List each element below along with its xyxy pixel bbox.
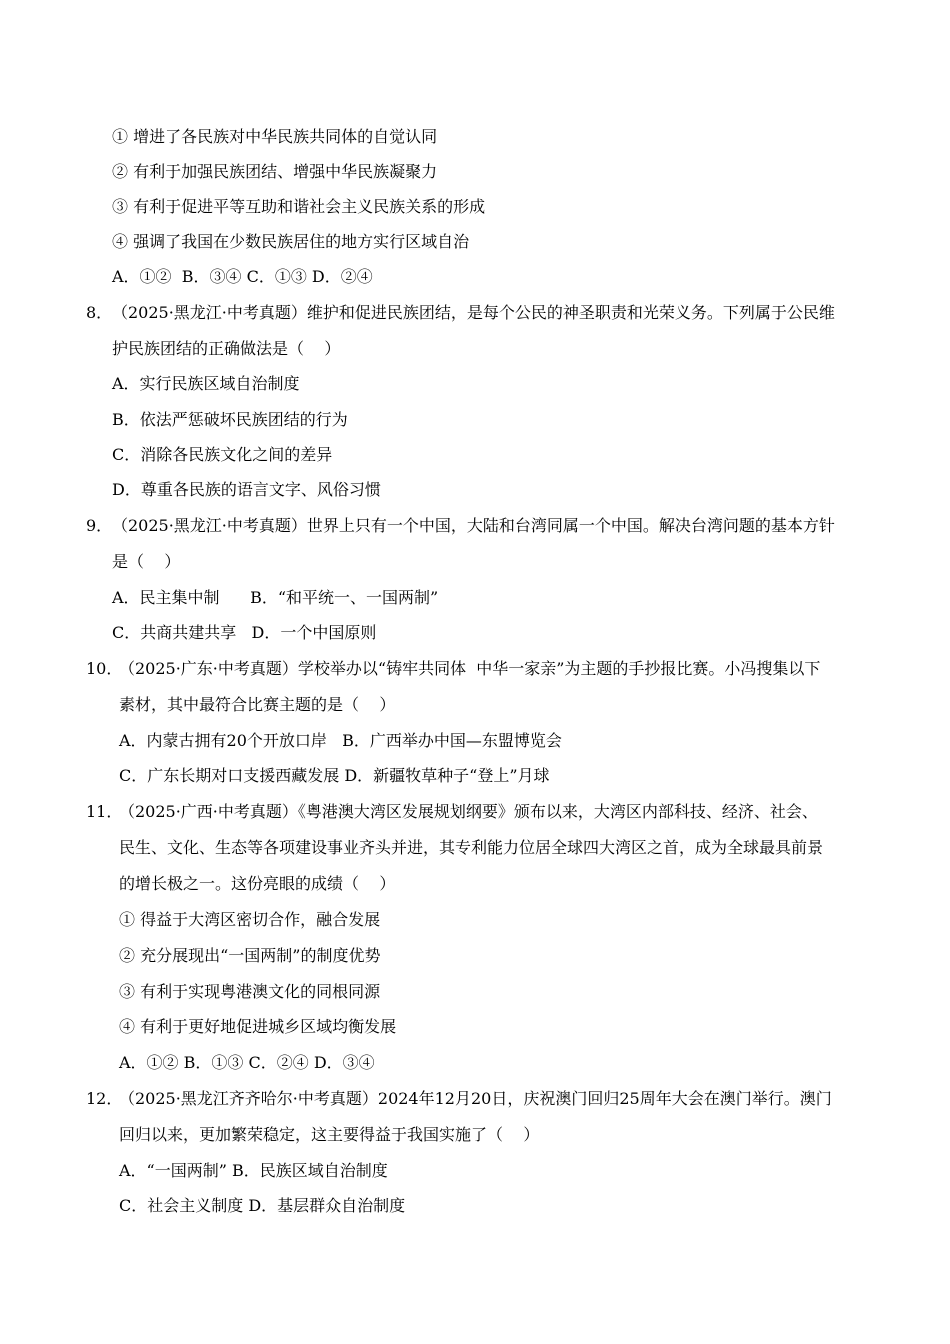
q10-options-cd: C．广东长期对口支援西藏发展 D．新疆牧草种子“登上”月球 — [119, 766, 550, 785]
q11-stem-line-3: 的增长极之一。这份亮眼的成绩（ ） — [119, 874, 396, 893]
q12-options-ab: A．“一国两制” B．民族区域自治制度 — [119, 1161, 388, 1180]
q7-option-4: ④ 强调了我国在少数民族居住的地方实行区域自治 — [112, 232, 470, 251]
q11-option-3: ③ 有利于实现粤港澳文化的同根同源 — [119, 982, 381, 1001]
q10-stem-line-1: （2025·广东·中考真题）学校举办以“铸牢共同体 中华一家亲”为主题的手抄报比赛。小冯搜集以下 — [119, 659, 821, 678]
q7-option-2: ② 有利于加强民族团结、增强中华民族凝聚力 — [112, 162, 438, 181]
q12-options-cd: C．社会主义制度 D．基层群众自治制度 — [119, 1196, 406, 1215]
q12-number: 12． — [86, 1089, 123, 1108]
q7-option-3: ③ 有利于促进平等互助和谐社会主义民族关系的形成 — [112, 197, 486, 216]
q9-stem-line-2: 是（ ） — [112, 552, 181, 571]
q8-option-b: B．依法严惩破坏民族团结的行为 — [112, 410, 348, 429]
q11-stem-line-1: （2025·广西·中考真题）《粤港澳大湾区发展规划纲要》颁布以来，大湾区内部科技、经济、社会、 — [119, 802, 818, 821]
q11-option-4: ④ 有利于更好地促进城乡区域均衡发展 — [119, 1017, 397, 1036]
q8-option-c: C．消除各民族文化之间的差异 — [112, 445, 333, 464]
q11-number: 11． — [86, 802, 123, 821]
q9-number: 9． — [86, 516, 113, 535]
q11-stem-line-2: 民生、文化、生态等各项建设事业齐头并进，其专利能力位居全球四大湾区之首，成为全球最具前景 — [119, 838, 824, 857]
q10-stem-line-2: 素材，其中最符合比赛主题的是（ ） — [119, 695, 396, 714]
q11-choices: A．①② B．①③ C．②④ D．③④ — [119, 1053, 375, 1072]
q8-stem-line-1: （2025·黑龙江·中考真题）维护和促进民族团结，是每个公民的神圣职责和光荣义务。下列属于公民维 — [112, 303, 835, 322]
q8-option-d: D．尊重各民族的语言文字、风俗习惯 — [112, 480, 381, 499]
q10-number: 10． — [86, 659, 123, 678]
q9-stem-line-1: （2025·黑龙江·中考真题）世界上只有一个中国，大陆和台湾同属一个中国。解决台湾问题的基本方针 — [112, 516, 835, 535]
q11-option-1: ① 得益于大湾区密切合作，融合发展 — [119, 910, 381, 929]
q8-stem-line-2: 护民族团结的正确做法是（ ） — [112, 339, 341, 358]
q11-option-2: ② 充分展现出“一国两制”的制度优势 — [119, 946, 381, 965]
q12-stem-line-1: （2025·黑龙江齐齐哈尔·中考真题）2024年12月20日，庆祝澳门回归25周年大会在澳门举行。澳门 — [119, 1089, 832, 1108]
q8-number: 8． — [86, 303, 113, 322]
q12-stem-line-2: 回归以来，更加繁荣稳定，这主要得益于我国实施了（ ） — [119, 1125, 540, 1144]
q10-options-ab: A．内蒙古拥有20个开放口岸 B．广西举办中国—东盟博览会 — [119, 731, 562, 750]
q7-choices: A．①② B．③④ C．①③ D．②④ — [112, 267, 373, 286]
q9-options-cd: C．共商共建共享 D．一个中国原则 — [112, 623, 377, 642]
q9-options-ab: A．民主集中制 B．“和平统一、一国两制” — [112, 588, 439, 607]
q8-option-a: A．实行民族区域自治制度 — [112, 374, 300, 393]
q7-option-1: ① 增进了各民族对中华民族共同体的自觉认同 — [112, 127, 438, 146]
